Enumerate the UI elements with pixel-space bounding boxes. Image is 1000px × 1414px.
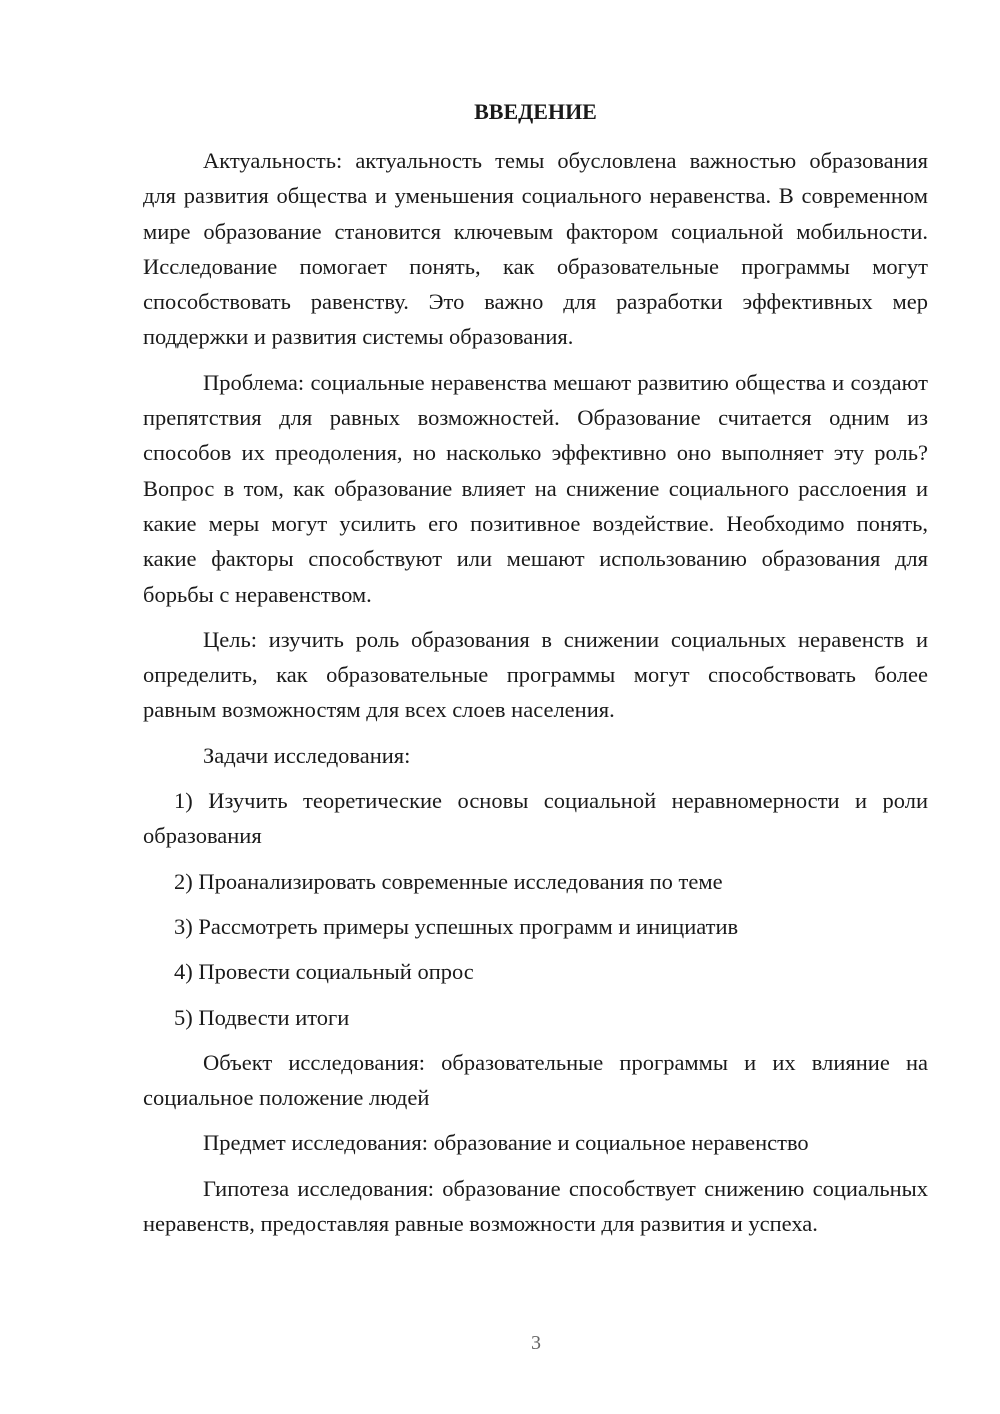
page-content — [143, 94, 928, 1251]
goal-paragraph: Цель: изучить роль образования в снижении социальных неравенств и определить, как образовательные программы могут способствовать более равным возможностям для всех слоев населения. — [143, 626, 928, 723]
task-item-4: 4) Провести социальный опрос — [174, 959, 474, 985]
object-paragraph: Объект исследования: образовательные программы и их влияние на социальное положение людей — [143, 1049, 928, 1111]
tasks-heading: Задачи исследования: — [203, 742, 411, 768]
relevance-paragraph: Актуальность: актуальность темы обусловлена важностью образования для развития общества и уменьшения социального неравенства. В современном мире образование становится ключевым фактором социальной мобильности. Исследование помогает понять, как образовательные программы могут способствовать равенству. Это важно для разработки эффективных мер поддержки и развития системы образования. — [143, 148, 928, 350]
task-item-1: 1) Изучить теоретические основы социальной неравномерности и роли образования — [143, 788, 928, 849]
task-item-3: 3) Рассмотреть примеры успешных программ и инициатив — [174, 913, 739, 939]
page-number: 3 — [531, 1332, 541, 1354]
tasks-list — [143, 783, 928, 1035]
problem-paragraph: Проблема: социальные неравенства мешают развитию общества и создают препятствия для равных возможностей. Образование считается одним из способов их преодоления, но насколько эффективно оно выполняет эту роль? Вопрос в том, как образование влияет на снижение социального расслоения и какие меры могут усилить его позитивное воздействие. Необходимо понять, какие факторы способствуют или мешают использованию образования для борьбы с неравенством. — [143, 369, 928, 607]
subject-paragraph: Предмет исследования: образование и социальное неравенство — [203, 1130, 809, 1156]
task-item-5: 5) Подвести итоги — [174, 1004, 350, 1030]
task-item-2: 2) Проанализировать современные исследования по теме — [174, 868, 723, 894]
page-title: ВВЕДЕНИЕ — [474, 99, 597, 124]
hypothesis-paragraph: Гипотеза исследования: образование способствует снижению социальных неравенств, предоставляя равные возможности для развития и успеха. — [143, 1175, 928, 1237]
